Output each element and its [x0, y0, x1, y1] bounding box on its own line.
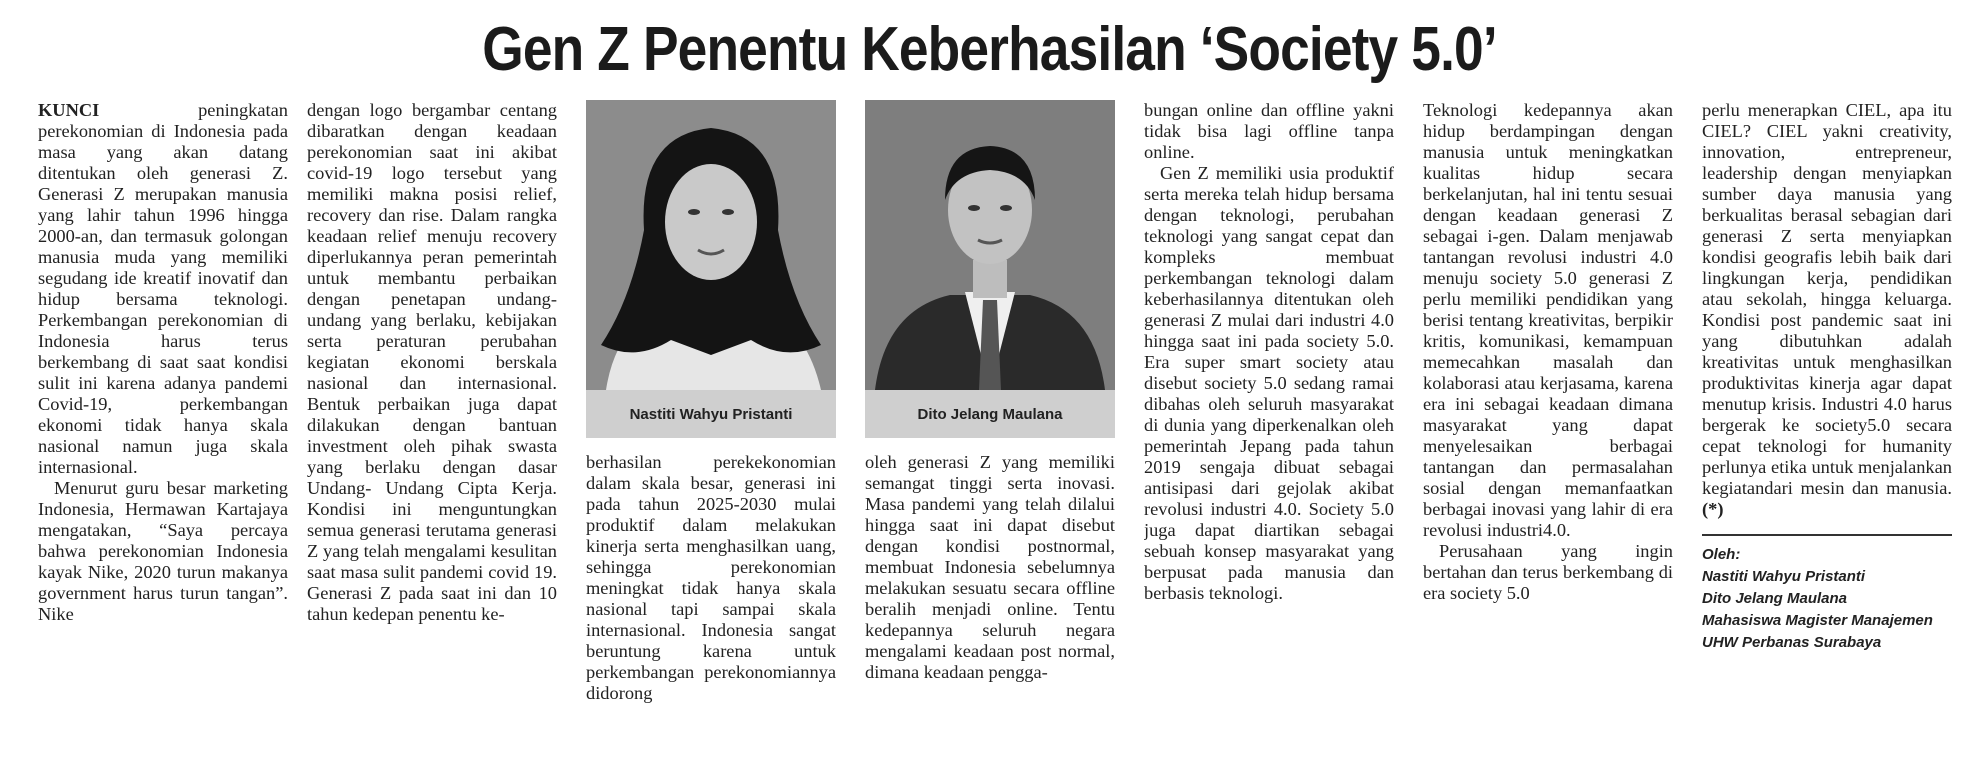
paragraph: Gen Z memiliki usia produktif serta mereka telah hidup bersama dengan teknologi, perubahan teknologi yang sangat cepat dan kompleks membuat perkembangan teknologi dalam keberhasilannya ditentukan oleh generasi Z mulai dari industri 4.0 hingga saat ini pada society 5.0. Era super smart society atau disebut society 5.0 sedang ramai dibahas oleh seluruh masyarakat di dunia yang diperkenalkan oleh pemerintah Jepang pada tahun 2019 sengaja dibuat sebagai antisipasi dari gejolak akibat revolusi industri 4.0. Society 5.0 juga dapat diartikan sebagai sebuah konsep masyarakat yang berpusat pada manusia dan berbasis teknologi.	[1144, 163, 1394, 603]
end-mark: (*)	[1702, 499, 1724, 519]
paragraph	[1702, 100, 1952, 520]
article-column-5	[1144, 100, 1394, 760]
byline-author: Nastiti Wahyu Pristanti	[1702, 568, 1866, 585]
paragraph: oleh generasi Z yang memiliki semangat tinggi serta inovasi. Masa pandemi yang telah dilalui hingga saat ini dapat disebut dengan kondisi postnormal, membuat Indonesia sebelumnya melakukan sesuatu secara offline beralih menjadi online. Tentu kedepannya seluruh negara mengalami keadaan post normal, dimana keadaan pengga-	[865, 452, 1115, 682]
paragraph: Menurut guru besar marketing Indonesia, Hermawan Kartajaya mengatakan, “Saya percaya bahwa perekonomian Indonesia kayak Nike, 2020 turun makanya government harus turun tangan”. Nike	[38, 478, 288, 624]
portrait-man-icon	[865, 100, 1115, 390]
article-column-6	[1423, 100, 1673, 760]
paragraph: dengan logo bergambar centang dibaratkan dengan keadaan perekonomian saat ini akibat covid-19 logo tersebut yang memiliki makna posisi relief, recovery dan rise. Dalam rangka keadaan relief menuju recovery diperlukannya peran pemerintah untuk membantu perbaikan dengan penetapan undang-undang yang berlaku, kebijakan serta peraturan perubahan kegiatan ekonomi berskala nasional dan internasional. Bentuk perbaikan juga dapat dilakukan dengan bantuan investment oleh pihak swasta yang berlaku dengan dasar Undang- Undang Cipta Kerja. Kondisi ini menguntungkan semua generasi terutama generasi Z yang telah mengalami kesulitan saat masa sulit pandemi covid 19. Generasi Z pada saat ini dan 10 tahun kedepan penentu ke-	[307, 100, 557, 624]
lead-word: KUNCI	[38, 100, 100, 120]
photo-caption-2: Dito Jelang Maulana	[865, 390, 1115, 438]
byline-role: Mahasiswa Magister Manajemen	[1702, 612, 1933, 629]
paragraph	[38, 100, 288, 478]
paragraph: Perusahaan yang ingin bertahan dan terus berkembang di era society 5.0	[1423, 541, 1673, 603]
paragraph: berhasilan perekekonomian dalam skala besar, generasi ini pada tahun 2025-2030 mulai produktif dalam melakukan kinerja serta menghasilkan uang, sehingga perekonomian meningkat tidak hanya skala nasional tapi sampai skala internasional. Indonesia sangat beruntung karena untuk perkembangan perekonomiannya didorong	[586, 452, 836, 703]
byline-institution: UHW Perbanas Surabaya	[1702, 634, 1882, 651]
article-column-2	[307, 100, 557, 760]
author-photo-nastiti	[586, 100, 836, 390]
article-column-3	[586, 452, 836, 760]
paragraph: bungan online dan offline yakni tidak bisa lagi offline tanpa online.	[1144, 100, 1394, 162]
portrait-woman-icon	[586, 100, 836, 390]
byline-author: Dito Jelang Maulana	[1702, 590, 1848, 607]
author-photo-dito	[865, 100, 1115, 390]
article-column-7	[1702, 100, 1952, 760]
byline-label: Oleh:	[1702, 546, 1741, 563]
paragraph-text: perlu menerapkan CIEL, apa itu CIEL? CIEL yakni creativity, innovation, entrepreneur, leadership dengan menyiapkan sumber daya manusia yang berkualitas berasal sebagian dari generasi Z serta menyiapkan kondisi geografis lebih baik dari lingkungan kerja, pendidikan atau sekolah, hingga keluarga. Kondisi post pandemic saat ini yang dibutuhkan adalah kreativitas untuk menghasilkan produktivitas kinerja agar dapat menutup krisis. Industri 4.0 harus bergerak ke society5.0 secara cepat teknologi for humanity perlunya etika untuk menjalankan kegiatandari mesin dan manusia.	[1702, 100, 1952, 498]
article-column-1	[38, 100, 288, 760]
paragraph-text: peningkatan perekonomian di Indonesia pada masa yang akan datang ditentukan oleh generasi Z. Generasi Z merupakan manusia yang lahir tahun 1996 hingga 2000-an, dan termasuk golongan manusia muda yang memiliki segudang ide kreatif inovatif dan hidup bersama teknologi. Perkembangan perekonomian di Indonesia harus terus berkembang di saat saat kondisi sulit ini karena adanya pandemi Covid-19, perkembangan ekonomi tidak hanya skala nasional namun juga skala internasional.	[38, 100, 288, 477]
paragraph: Teknologi kedepannya akan hidup berdampingan dengan manusia untuk meningkatkan kualitas hidup secara berkelanjutan, hal ini tentu sesuai dengan keadaan generasi Z sebagai i-gen. Dalam menjawab tantangan revolusi industri 4.0 menuju society 5.0 generasi Z perlu memiliki pendidikan yang berisi tentang kreativitas, berpikir kritis, komunikasi, kemampuan memecahkan masalah dan kolaborasi atau kerjasama, karena era ini sebagai keadaan dimana masyarakat yang dapat menyelesaikan berbagai tantangan dan permasalahan sosial dengan memanfaatkan berbagai inovasi yang lahir di era revolusi industri4.0.	[1423, 100, 1673, 540]
headline: Gen Z Penentu Keberhasilan ‘Society 5.0’	[482, 15, 1497, 84]
article-column-4	[865, 452, 1115, 760]
author-byline	[1702, 544, 1952, 654]
photo-caption-1: Nastiti Wahyu Pristanti	[586, 390, 836, 438]
byline-divider	[1702, 534, 1952, 536]
